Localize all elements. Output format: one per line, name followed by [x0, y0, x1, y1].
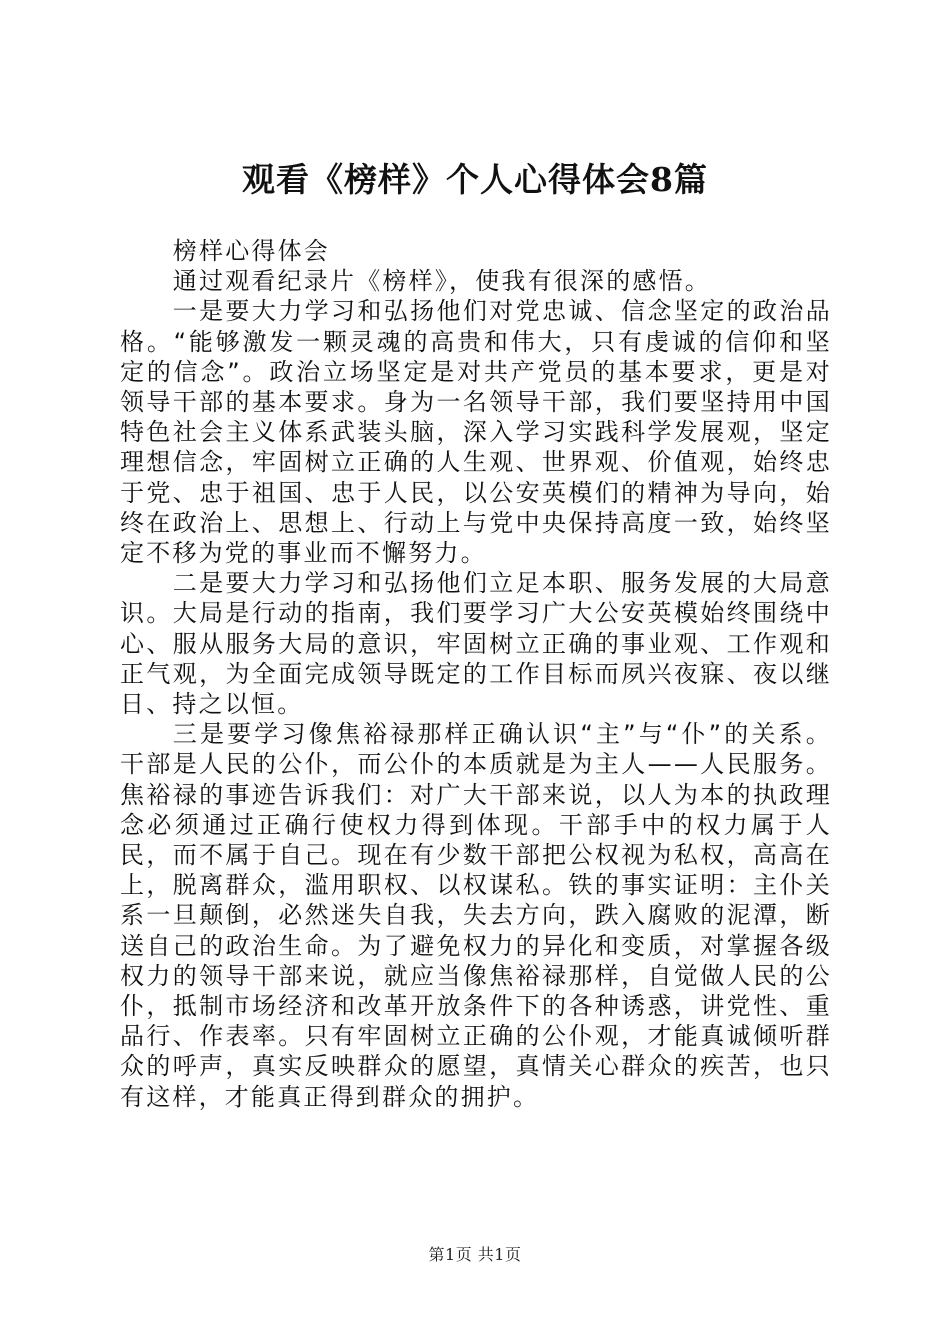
- document-body: [120, 236, 832, 1112]
- paragraph-point-two: 二是要大力学习和弘扬他们立足本职、服务发展的大局意识。大局是行动的指南，我们要学习广大公安英模始终围绕中心、服从服务大局的意识，牢固树立正确的事业观、工作观和正气观，为全面完成领导既定的工作目标而夙兴夜寐、夜以继日、持之以恒。: [120, 569, 832, 719]
- document-title: 观看《榜样》个人心得体会8篇: [242, 160, 708, 199]
- paragraph-subtitle: 榜样心得体会: [172, 237, 330, 265]
- paragraph-intro: 通过观看纪录片《榜样》，使我有很深的感悟。: [172, 267, 711, 296]
- paragraph-point-three: 三是要学习像焦裕禄那样正确认识“主”与“仆”的关系。干部是人民的公仆，而公仆的本质就是为主人——人民服务。焦裕禄的事迹告诉我们：对广大干部来说，以人为本的执政理念必须通过正确行使权力得到体现。干部手中的权力属于人民，而不属于自己。现在有少数干部把公权视为私权，高高在上，脱离群众，滥用职权、以权谋私。铁的事实证明：主仆关系一旦颠倒，必然迷失自我，失去方向，跌入腐败的泥潭，断送自己的政治生命。为了避免权力的异化和变质，对掌握各级权力的领导干部来说，就应当像焦裕禄那样，自觉做人民的公仆，抵制市场经济和改革开放条件下的各种诱惑，讲党性、重品行、作表率。只有牢固树立正确的公仆观，才能真诚倾听群众的呼声，真实反映群众的愿望，真情关心群众的疾苦，也只有这样，才能真正得到群众的拥护。: [120, 720, 832, 1111]
- page-footer: 第1页 共1页: [428, 1245, 522, 1264]
- paragraph-point-one: 一是要大力学习和弘扬他们对党忠诚、信念坚定的政治品格。“能够激发一颗灵魂的高贵和伟大，只有虔诚的信仰和坚定的信念”。政治立场坚定是对共产党员的基本要求，更是对领导干部的基本要求。身为一名领导干部，我们要坚持用中国特色社会主义体系武装头脑，深入学习实践科学发展观，坚定理想信念，牢固树立正确的人生观、世界观、价值观，始终忠于党、忠于祖国、忠于人民，以公安英模们的精神为导向，始终在政治上、思想上、行动上与党中央保持高度一致，始终坚定不移为党的事业而不懈努力。: [120, 297, 832, 568]
